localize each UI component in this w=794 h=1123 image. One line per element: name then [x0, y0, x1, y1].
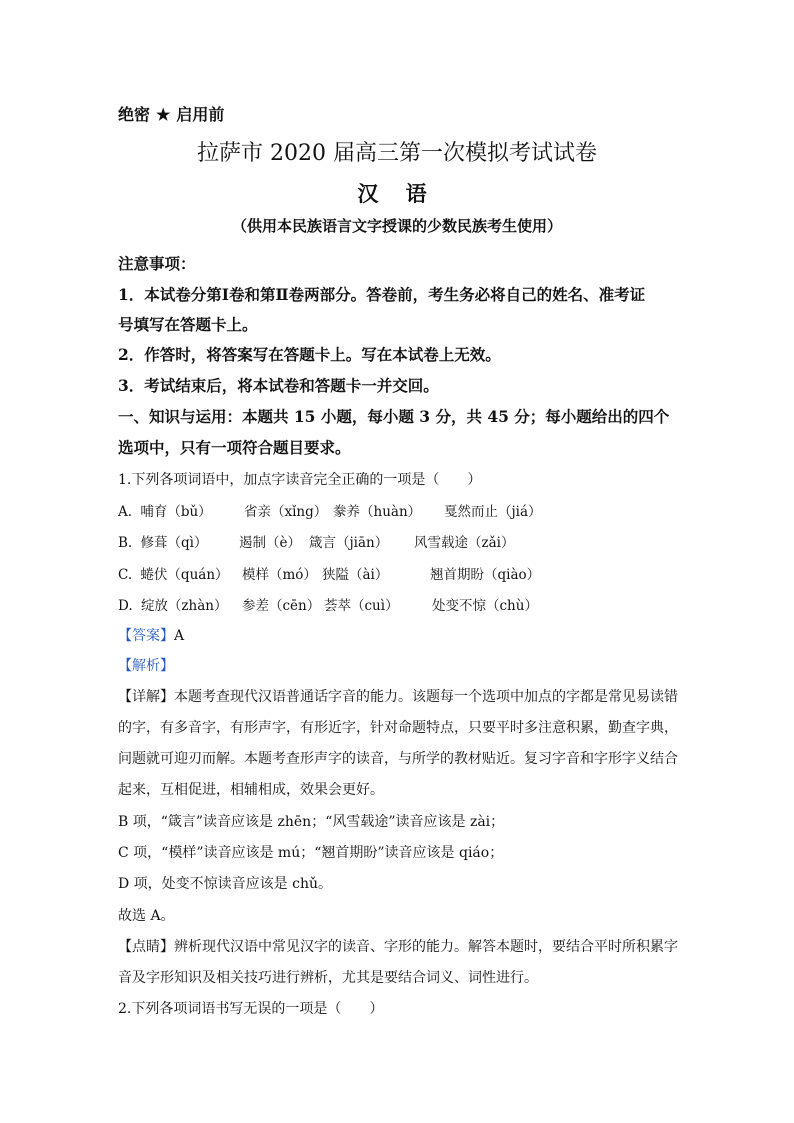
question-2-stem: 2.下列各项词语书写无误的一项是（ ） [118, 1001, 384, 1017]
detail-line: 起来，互相促进，相辅相成，效果会更好。 [118, 782, 384, 798]
option-label: D. [118, 598, 133, 614]
note-item-3: 3．考试结束后，将本试卷和答题卡一并交回。 [118, 376, 439, 395]
option-b [118, 531, 207, 551]
option-word: 遏制（è） [239, 535, 301, 551]
answer-tag: 【答案】 [118, 628, 174, 644]
option-word: 省亲（xǐng） [244, 504, 328, 520]
option-word: 绽放（zhàn） [140, 598, 228, 614]
option-c [118, 563, 229, 583]
option-word: 蜷伏（quán） [140, 567, 229, 583]
option-b-note: B 项，“箴言”读音应该是 zhēn；“风雪载途”读音应该是 zài； [118, 814, 505, 830]
option-word: 箴言（jiān） [309, 535, 389, 551]
section-heading-cont: 选项中，只有一项符合题目要求。 [118, 438, 351, 457]
option-d [118, 594, 228, 614]
conclusion: 故选 A。 [118, 908, 175, 924]
detail-line: 的字，有多音字，有形声字，有形近字，针对命题特点，只要平时多注意积累，勤查字典， [118, 720, 678, 736]
option-a [118, 500, 212, 520]
option-word: 参差（cēn） [242, 598, 321, 614]
answer-line [118, 625, 184, 645]
option-label: A. [118, 504, 133, 520]
secret-text: 绝密 [118, 105, 151, 124]
confidential-label [118, 102, 224, 125]
comment-line: 【点睛】辨析现代汉语中常见汉字的读音、字形的能力。解答本题时，要结合平时所积累字 [118, 939, 678, 955]
option-label: B. [118, 535, 133, 551]
option-d-note: D 项，处变不惊读音应该是 chǔ。 [118, 876, 332, 892]
note-item-2: 2．作答时，将答案写在答题卡上。写在本试卷上无效。 [118, 345, 501, 364]
note-item-1: 1．本试卷分第Ⅰ卷和第Ⅱ卷两部分。答卷前，考生务必将自己的姓名、准考证 [118, 285, 646, 304]
exam-title: 拉萨市 2020 届高三第一次模拟考试试卷 [197, 141, 597, 166]
notes-heading: 注意事项： [118, 254, 196, 273]
question-1-stem: 1.下列各项词语中，加点字读音完全正确的一项是（ ） [118, 472, 482, 488]
option-word: 豢养（huàn） [333, 504, 422, 520]
option-word: 翘首期盼（qiào） [430, 567, 541, 583]
usage-note: （供用本民族语言文字授课的少数民族考生使用） [231, 217, 562, 235]
option-label: C. [118, 567, 133, 583]
option-word: 哺育（bǔ） [140, 504, 212, 520]
option-word: 风雪载途（zǎi） [414, 535, 515, 551]
option-word: 狭隘（ài） [322, 567, 389, 583]
option-word: 荟萃（cuì） [324, 598, 399, 614]
option-word: 修葺（qì） [140, 535, 208, 551]
detail-line: 问题就可迎刃而解。本题考查形声字的读音，与所学的教材贴近。复习字音和字形字义结合 [118, 751, 678, 767]
option-word: 戛然而止（jiá） [444, 504, 542, 520]
detail-line: 【详解】本题考查现代汉语普通话字音的能力。该题每一个选项中加点的字都是常见易读错 [118, 689, 678, 705]
option-word: 模样（mó） [242, 567, 317, 583]
subject-title: 汉 语 [357, 181, 437, 206]
section-heading: 一、知识与运用：本题共 15 小题，每小题 3 分，共 45 分；每小题给出的四个 [118, 407, 670, 426]
option-c-note: C 项，“模样”读音应该是 mú；“翘首期盼”读音应该是 qiáo； [118, 845, 504, 861]
option-word: 处变不惊（chù） [432, 598, 538, 614]
before-use-text: 启用前 [176, 105, 225, 124]
answer-value: A [174, 628, 185, 644]
star-icon: ★ [156, 105, 171, 124]
analysis-tag: 【解析】 [118, 658, 174, 674]
note-item-1-cont: 号填写在答题卡上。 [118, 315, 258, 334]
comment-line: 音及字形知识及相关技巧进行辨析，尤其是要结合词义、词性进行。 [118, 970, 538, 986]
